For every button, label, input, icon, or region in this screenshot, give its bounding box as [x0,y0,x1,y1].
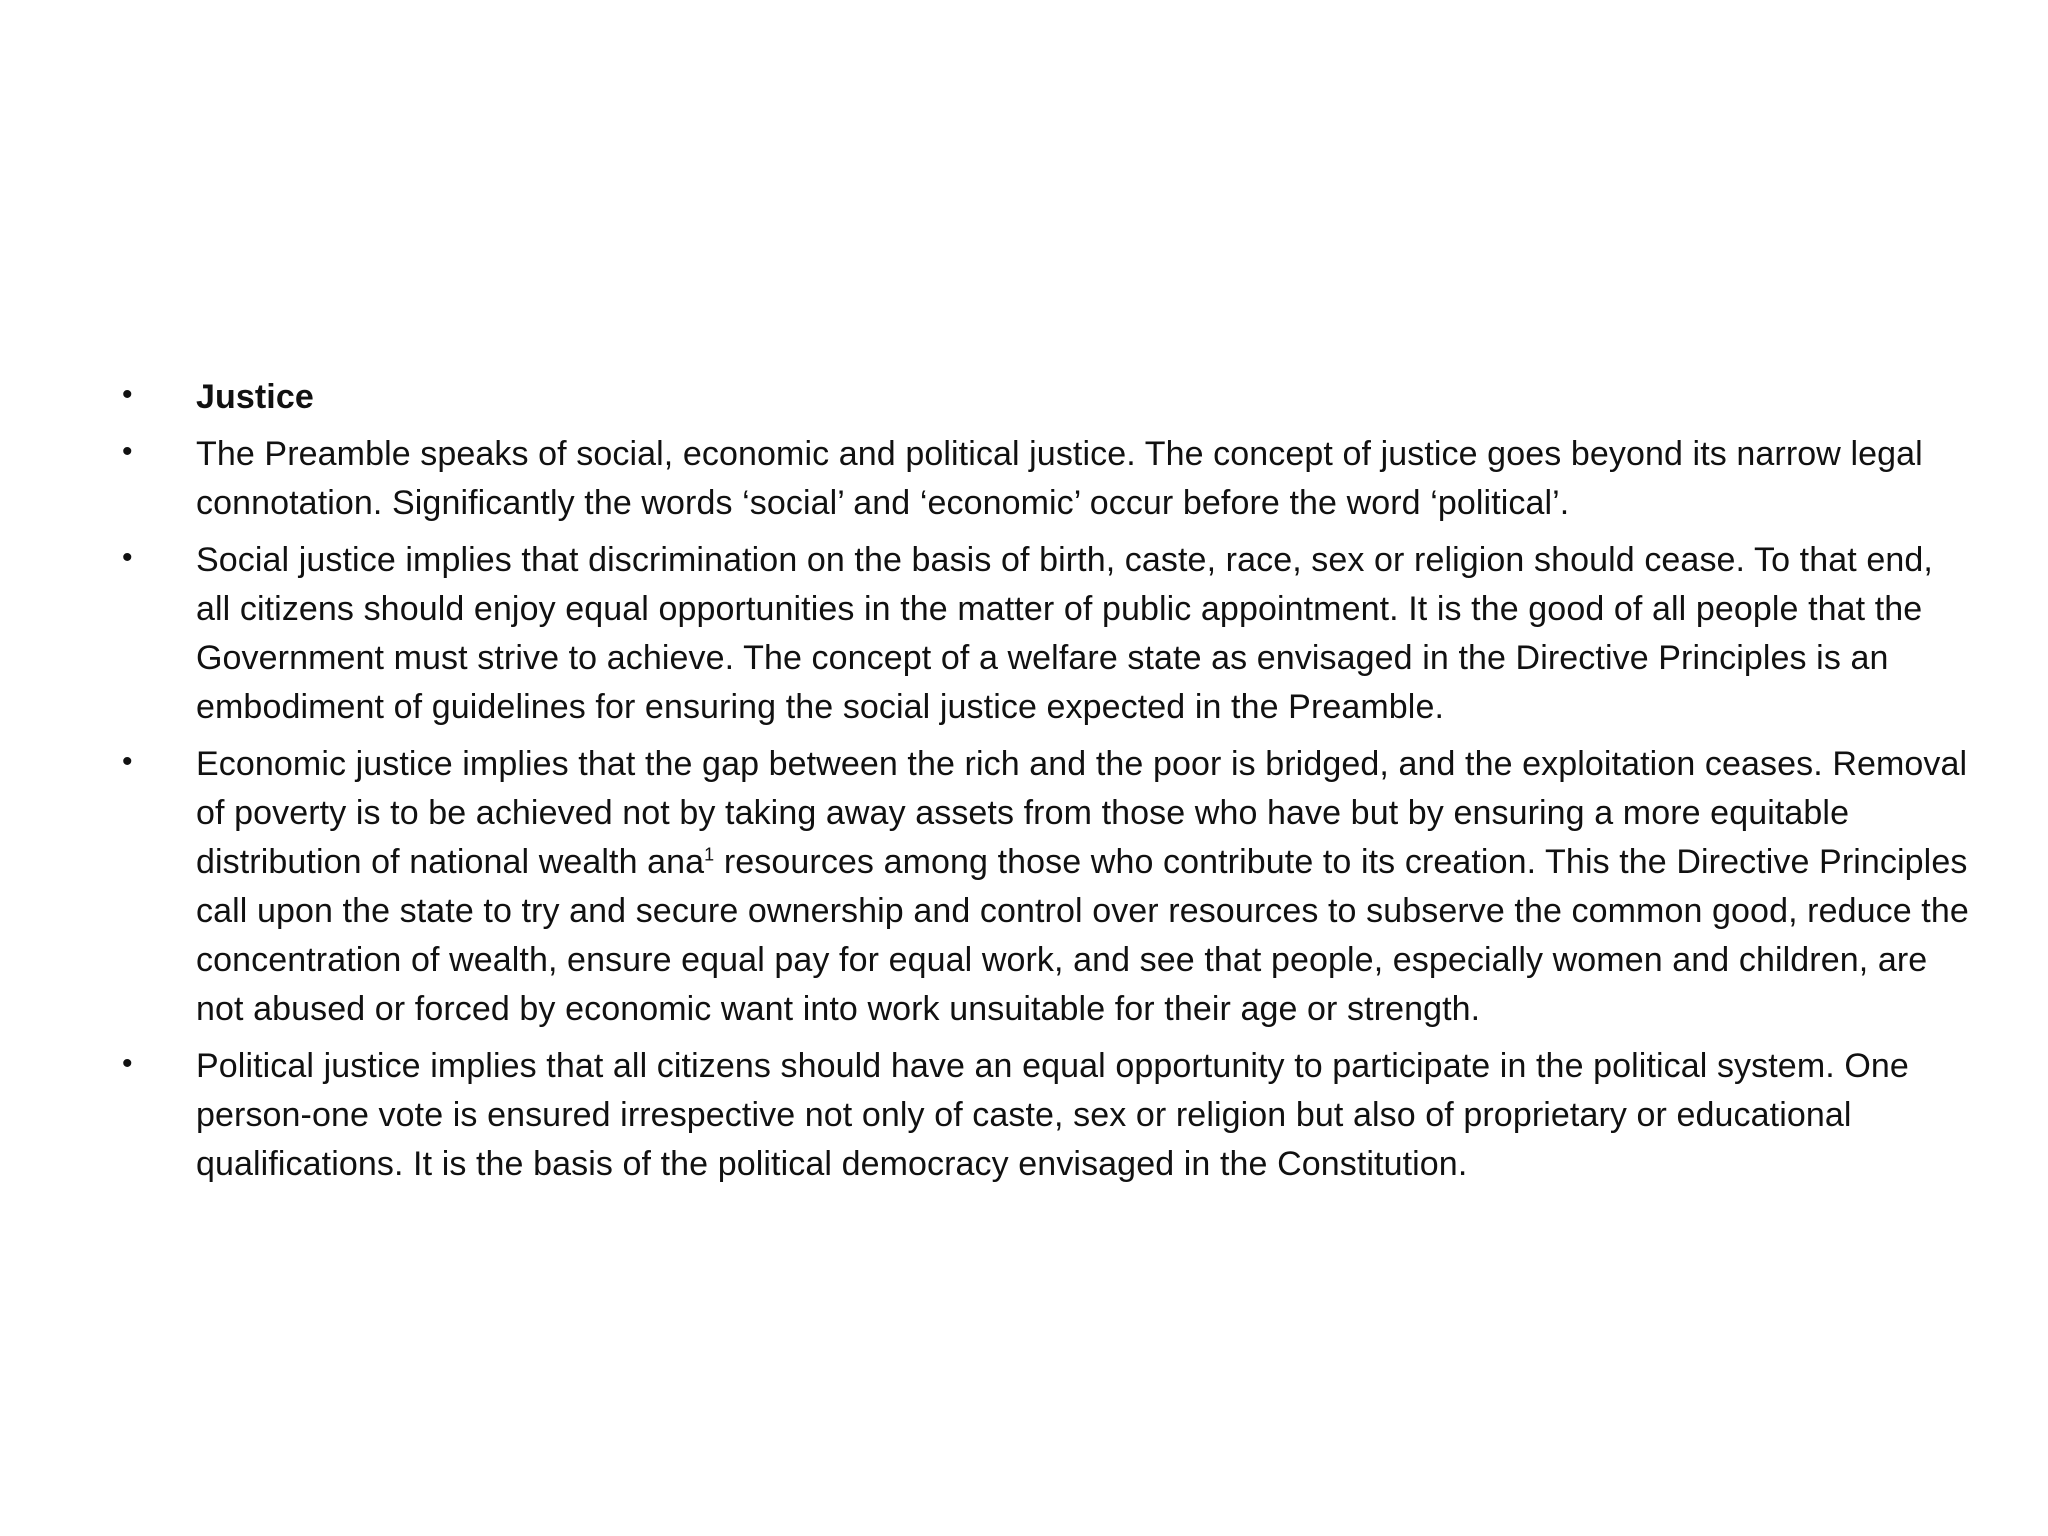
bullet-dot-icon: • [122,541,133,574]
bullet-item-political-justice [122,1042,1972,1189]
bullet-item-justice-heading [122,373,1972,422]
bullet-text: Social justice implies that discrimination on the basis of birth, caste, race, sex or religion should cease. To that end, all citizens should enjoy equal opportunities in the matter of public appointment. It is the good of all people that the Government must strive to achieve. The concept of a welfare state as envisaged in the Directive Principles is an embodiment of guidelines for ensuring the social justice expected in the Preamble. [196,541,1933,726]
bullet-dot-icon: • [122,435,133,468]
footnote-superscript: 1 [704,844,715,865]
bullet-item-economic-justice [122,740,1972,1034]
bullet-text [196,740,1972,1034]
bullet-dot-icon: • [122,1047,133,1080]
bullet-dot-icon: • [122,745,133,778]
bullet-text-part: Economic justice implies that the gap between the rich and the poor is bridged, and the exploitation ceases. Removal of poverty is to be achieved not by taking away assets from those who have but by ensuring a more equitable distribution of national wealth ana [196,745,1968,881]
bullet-list [122,373,1972,1197]
section-heading: Justice [196,378,314,416]
bullet-dot-icon: • [122,378,133,411]
bullet-text-part: resources among those who contribute to its creation. This the Directive Principles call upon the state to try and secure ownership and control over resources to subserve the common good, reduce the concentration of wealth, ensure equal pay for equal work, and see that people, especially women and children, are not abused or forced by economic want into work unsuitable for their age or strength. [196,843,1969,1028]
bullet-text: The Preamble speaks of social, economic and political justice. The concept of justice goes beyond its narrow legal connotation. Significantly the words ‘social’ and ‘economic’ occur before the word ‘political’. [196,435,1923,522]
bullet-text: Political justice implies that all citizens should have an equal opportunity to participate in the political system. One person-one vote is ensured irrespective not only of caste, sex or religion but also of proprietary or educational qualifications. It is the basis of the political democracy envisaged in the Constitution. [196,1047,1909,1183]
bullet-item-preamble [122,430,1972,528]
bullet-item-social-justice [122,536,1972,732]
